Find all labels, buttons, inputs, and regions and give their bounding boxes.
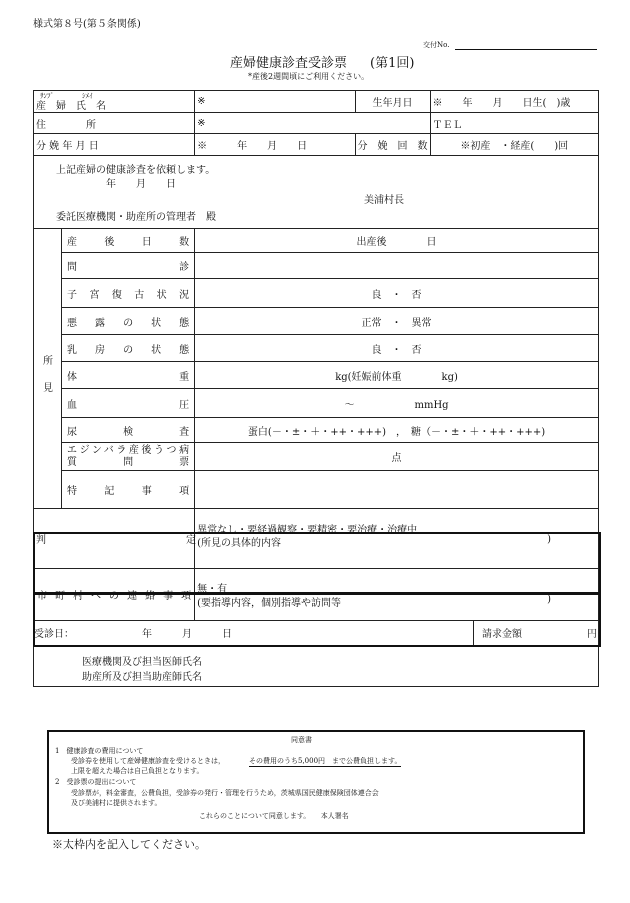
address-label: 住 所 bbox=[34, 113, 195, 134]
judgment-thick-frame bbox=[33, 532, 601, 594]
consent-item1-note: 上限を超えた場合は自己負担となります。 bbox=[71, 767, 204, 775]
findings-section-label: 所 見 bbox=[34, 229, 62, 509]
name-label: 産 婦 氏 名 bbox=[36, 101, 106, 112]
finding-value[interactable] bbox=[195, 253, 599, 279]
address-input[interactable]: ※ bbox=[195, 113, 430, 134]
finding-label: 子 宮 復 古 状 況 bbox=[62, 279, 195, 308]
birth-date-label: 分 娩 年 月 日 bbox=[34, 134, 195, 156]
contact-label: 市 町 村 へ の 連 絡 事 項 bbox=[34, 569, 195, 621]
finding-value[interactable]: ～ mmHg bbox=[195, 389, 599, 418]
finding-label: エジンバラ産後うつ病 質 問 票 bbox=[62, 443, 195, 471]
judgment-input[interactable]: 異常なし・要経過観察・要精密・要治療・治療中 (所見の具体的内容 ) bbox=[195, 509, 599, 569]
finding-label: 悪 露 の 状 態 bbox=[62, 308, 195, 335]
consent-item1-text: 受診券を使用して産婦健康診査を受けるときは， bbox=[71, 757, 225, 765]
request-text: 上記産婦の健康診査を依頼します。 bbox=[56, 165, 216, 176]
consent-signature[interactable]: これらのことについて同意します。 本人署名 bbox=[199, 812, 349, 820]
tel-input[interactable]: ＴＥＬ bbox=[430, 113, 598, 134]
finding-value[interactable]: kg(妊娠前体重 kg) bbox=[195, 362, 599, 389]
issue-number-line[interactable] bbox=[455, 49, 597, 50]
finding-label: 問 診 bbox=[62, 253, 195, 279]
finding-label: 産 後 日 数 bbox=[62, 229, 195, 253]
consent-title: 同意書 bbox=[291, 736, 312, 744]
visit-date-input[interactable]: 年 月 日 bbox=[142, 629, 232, 640]
dob-input[interactable]: ※ 年 月 日生( )歳 bbox=[430, 91, 598, 113]
request-recipient: 委託医療機関・助産所の管理者 殿 bbox=[56, 212, 216, 223]
delivery-count-label: 分 娩 回 数 bbox=[355, 134, 430, 156]
consent-item2-text2: 及び美浦村に提供されます。 bbox=[71, 799, 162, 807]
round-label: (第1回) bbox=[370, 56, 415, 71]
finding-value[interactable]: 良 ・ 否 bbox=[195, 279, 599, 308]
midwife-name-label: 助産所及び担当助産師氏名 bbox=[82, 672, 202, 683]
name-label-cell bbox=[34, 91, 195, 113]
finding-value[interactable] bbox=[195, 471, 599, 509]
finding-value[interactable]: 正常 ・ 異常 bbox=[195, 308, 599, 335]
contact-thick-frame bbox=[33, 593, 601, 647]
dob-label: 生年月日 bbox=[355, 91, 430, 113]
doctor-name-label: 医療機関及び担当医師氏名 bbox=[82, 657, 202, 668]
delivery-count-input[interactable]: ※初産 ・経産( )回 bbox=[430, 134, 598, 156]
consent-item1-title: 1 健康診査の費用について bbox=[55, 747, 144, 755]
finding-value[interactable]: 出産後 日 bbox=[195, 229, 599, 253]
finding-label: 体 重 bbox=[62, 362, 195, 389]
visit-date-label: 受診日： bbox=[34, 629, 74, 640]
finding-label: 特 記 事 項 bbox=[62, 471, 195, 509]
finding-label: 血 圧 bbox=[62, 389, 195, 418]
issue-number-label: 交付No. bbox=[423, 41, 450, 49]
finding-value[interactable]: 点 bbox=[195, 443, 599, 471]
page-title: 産婦健康診査受診票 bbox=[230, 56, 348, 71]
finding-label: 乳 房 の 状 態 bbox=[62, 335, 195, 362]
mayor-name: 美浦村長 bbox=[364, 195, 404, 206]
contact-input[interactable]: 無・有 (要指導内容，個別指導や訪問等 ) bbox=[195, 569, 599, 621]
birth-date-input[interactable]: ※ 年 月 日 bbox=[195, 134, 355, 156]
footer-note: ※太枠内を記入してください。 bbox=[52, 838, 206, 851]
consent-item2-text: 受診票が，料金審査，公費負担，受診券の発行・管理を行うため，茨城県国民健康保険団体連合会 bbox=[71, 789, 379, 797]
finding-label: 尿 検 査 bbox=[62, 418, 195, 443]
kana-label: ｻﾝﾌﾟ ｼﾒｲ bbox=[40, 92, 93, 100]
subtitle: *産後2週間頃にご利用ください。 bbox=[248, 72, 370, 81]
finding-value[interactable]: 蛋白(－・±・＋・++・+++) ， 糖（－・±・＋・++・+++) bbox=[195, 418, 599, 443]
request-date[interactable]: 年 月 日 bbox=[106, 179, 176, 190]
consent-item2-title: 2 受診票の提出について bbox=[55, 778, 137, 786]
billing-box[interactable]: 請求金額 円 bbox=[473, 620, 599, 646]
name-input[interactable]: ※ bbox=[195, 91, 355, 113]
judgment-label: 判 定 bbox=[34, 509, 195, 569]
consent-box bbox=[47, 730, 585, 834]
form-number: 様式第８号(第５条関係) bbox=[33, 19, 141, 30]
consent-item1-amount: その費用のうち5,000円 まで公費負担します。 bbox=[249, 757, 402, 765]
finding-value[interactable]: 良 ・ 否 bbox=[195, 335, 599, 362]
request-block bbox=[34, 156, 599, 229]
